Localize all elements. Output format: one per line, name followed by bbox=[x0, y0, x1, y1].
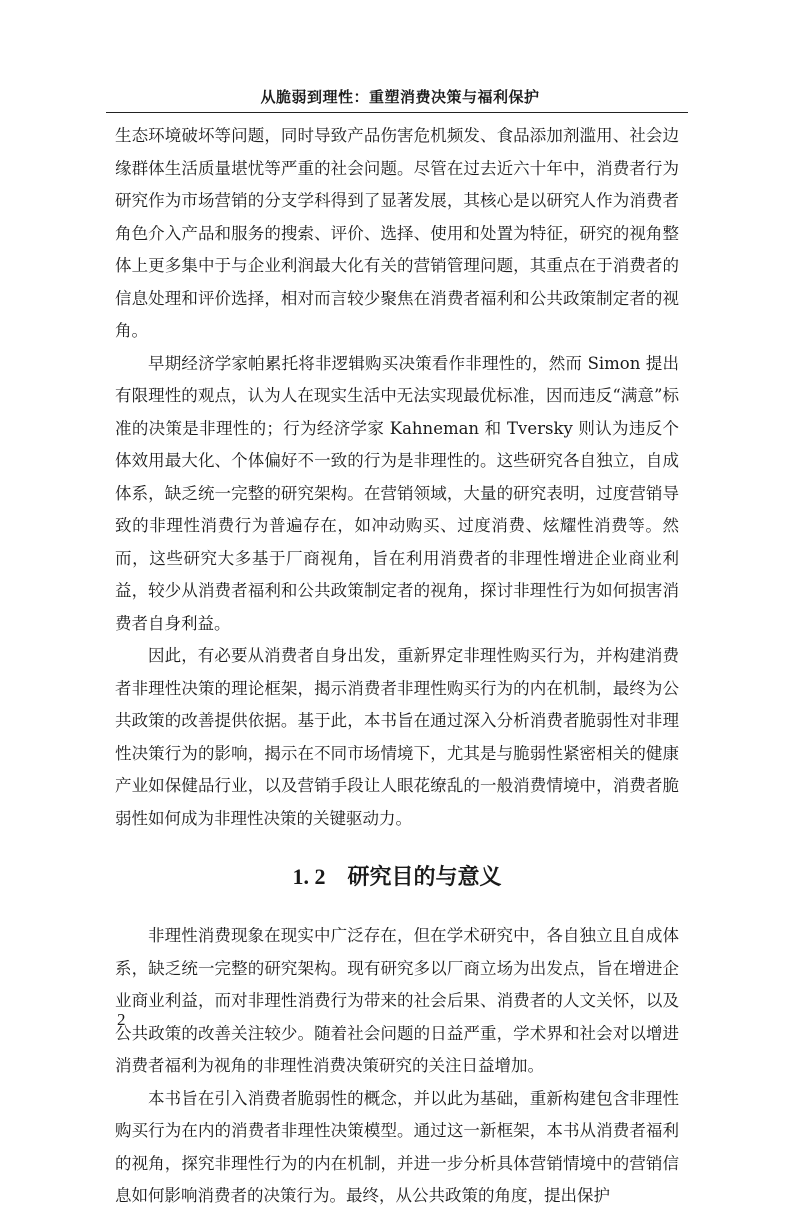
header-divider bbox=[106, 112, 688, 113]
page-body bbox=[115, 120, 679, 1213]
paragraph: 本书旨在引入消费者脆弱性的概念，并以此为基础，重新构建包含非理性购买行为在内的消费者非理性决策模型。通过这一新框架，本书从消费者福利的视角，探究非理性行为的内在机制，并进一步分析具体营销情境中的营销信息如何影响消费者的决策行为。最终，从公共政策的角度，提出保护 bbox=[115, 1088, 679, 1205]
paragraph: 非理性消费现象在现实中广泛存在，但在学术研究中，各自独立且自成体系，缺乏统一完整的研究架构。现有研究多以厂商立场为出发点，旨在增进企业商业利益，而对非理性消费行为带来的社会后果、消费者的人文关怀，以及公共政策的改善关注较少。随着社会问题的日益严重，学术界和社会对以增进消费者福利为视角的非理性消费决策研究的关注日益增加。 bbox=[115, 926, 679, 1075]
paragraph: 早期经济学家帕累托将非逻辑购买决策看作非理性的，然而 Simon 提出有限理性的观点，认为人在现实生活中无法实现最优标准，因而违反“满意”标准的决策是非理性的；行为经济学家 Kahneman 和 Tversky 则认为违反个体效用最大化、个体偏好不一致的行为是非理性的。这些研究各自独立，自成体系，缺乏统一完整的研究架构。在营销领域，大量的研究表明，过度营销导致的非理性消费行为普遍存在，如冲动购买、过度消费、炫耀性消费等。然而，这些研究大多基于厂商视角，旨在利用消费者的非理性增进企业商业利益，较少从消费者福利和公共政策制定者的视角，探讨非理性行为如何损害消费者自身利益。 bbox=[115, 353, 679, 633]
paragraph: 生态环境破坏等问题，同时导致产品伤害危机频发、食品添加剂滥用、社会边缘群体生活质量堪忧等严重的社会问题。尽管在过去近六十年中，消费者行为研究作为市场营销的分支学科得到了显著发展，其核心是以研究人作为消费者角色介入产品和服务的搜索、评价、选择、使用和处置为特征，研究的视角整体上更多集中于与企业利润最大化有关的营销管理问题，其重点在于消费者的信息处理和评价选择，相对而言较少聚焦在消费者福利和公共政策制定者的视角。 bbox=[115, 126, 679, 340]
section-title: 研究目的与意义 bbox=[347, 865, 502, 890]
paragraph: 因此，有必要从消费者自身出发，重新界定非理性购买行为，并构建消费者非理性决策的理论框架，揭示消费者非理性购买行为的内在机制，最终为公共政策的改善提供依据。基于此，本书旨在通过深入分析消费者脆弱性对非理性决策行为的影响，揭示在不同市场情境下，尤其是与脆弱性紧密相关的健康产业如保健品行业，以及营销手段让人眼花缭乱的一般消费情境中，消费者脆弱性如何成为非理性决策的关键驱动力。 bbox=[115, 646, 679, 828]
section-number: 1. 2 bbox=[292, 864, 326, 889]
running-header: 从脆弱到理性：重塑消费决策与福利保护 bbox=[260, 88, 540, 106]
section-heading bbox=[115, 861, 679, 894]
page-number: 2 bbox=[117, 1010, 126, 1029]
body-text-before-section bbox=[115, 120, 679, 835]
body-text-after-section bbox=[115, 920, 679, 1213]
